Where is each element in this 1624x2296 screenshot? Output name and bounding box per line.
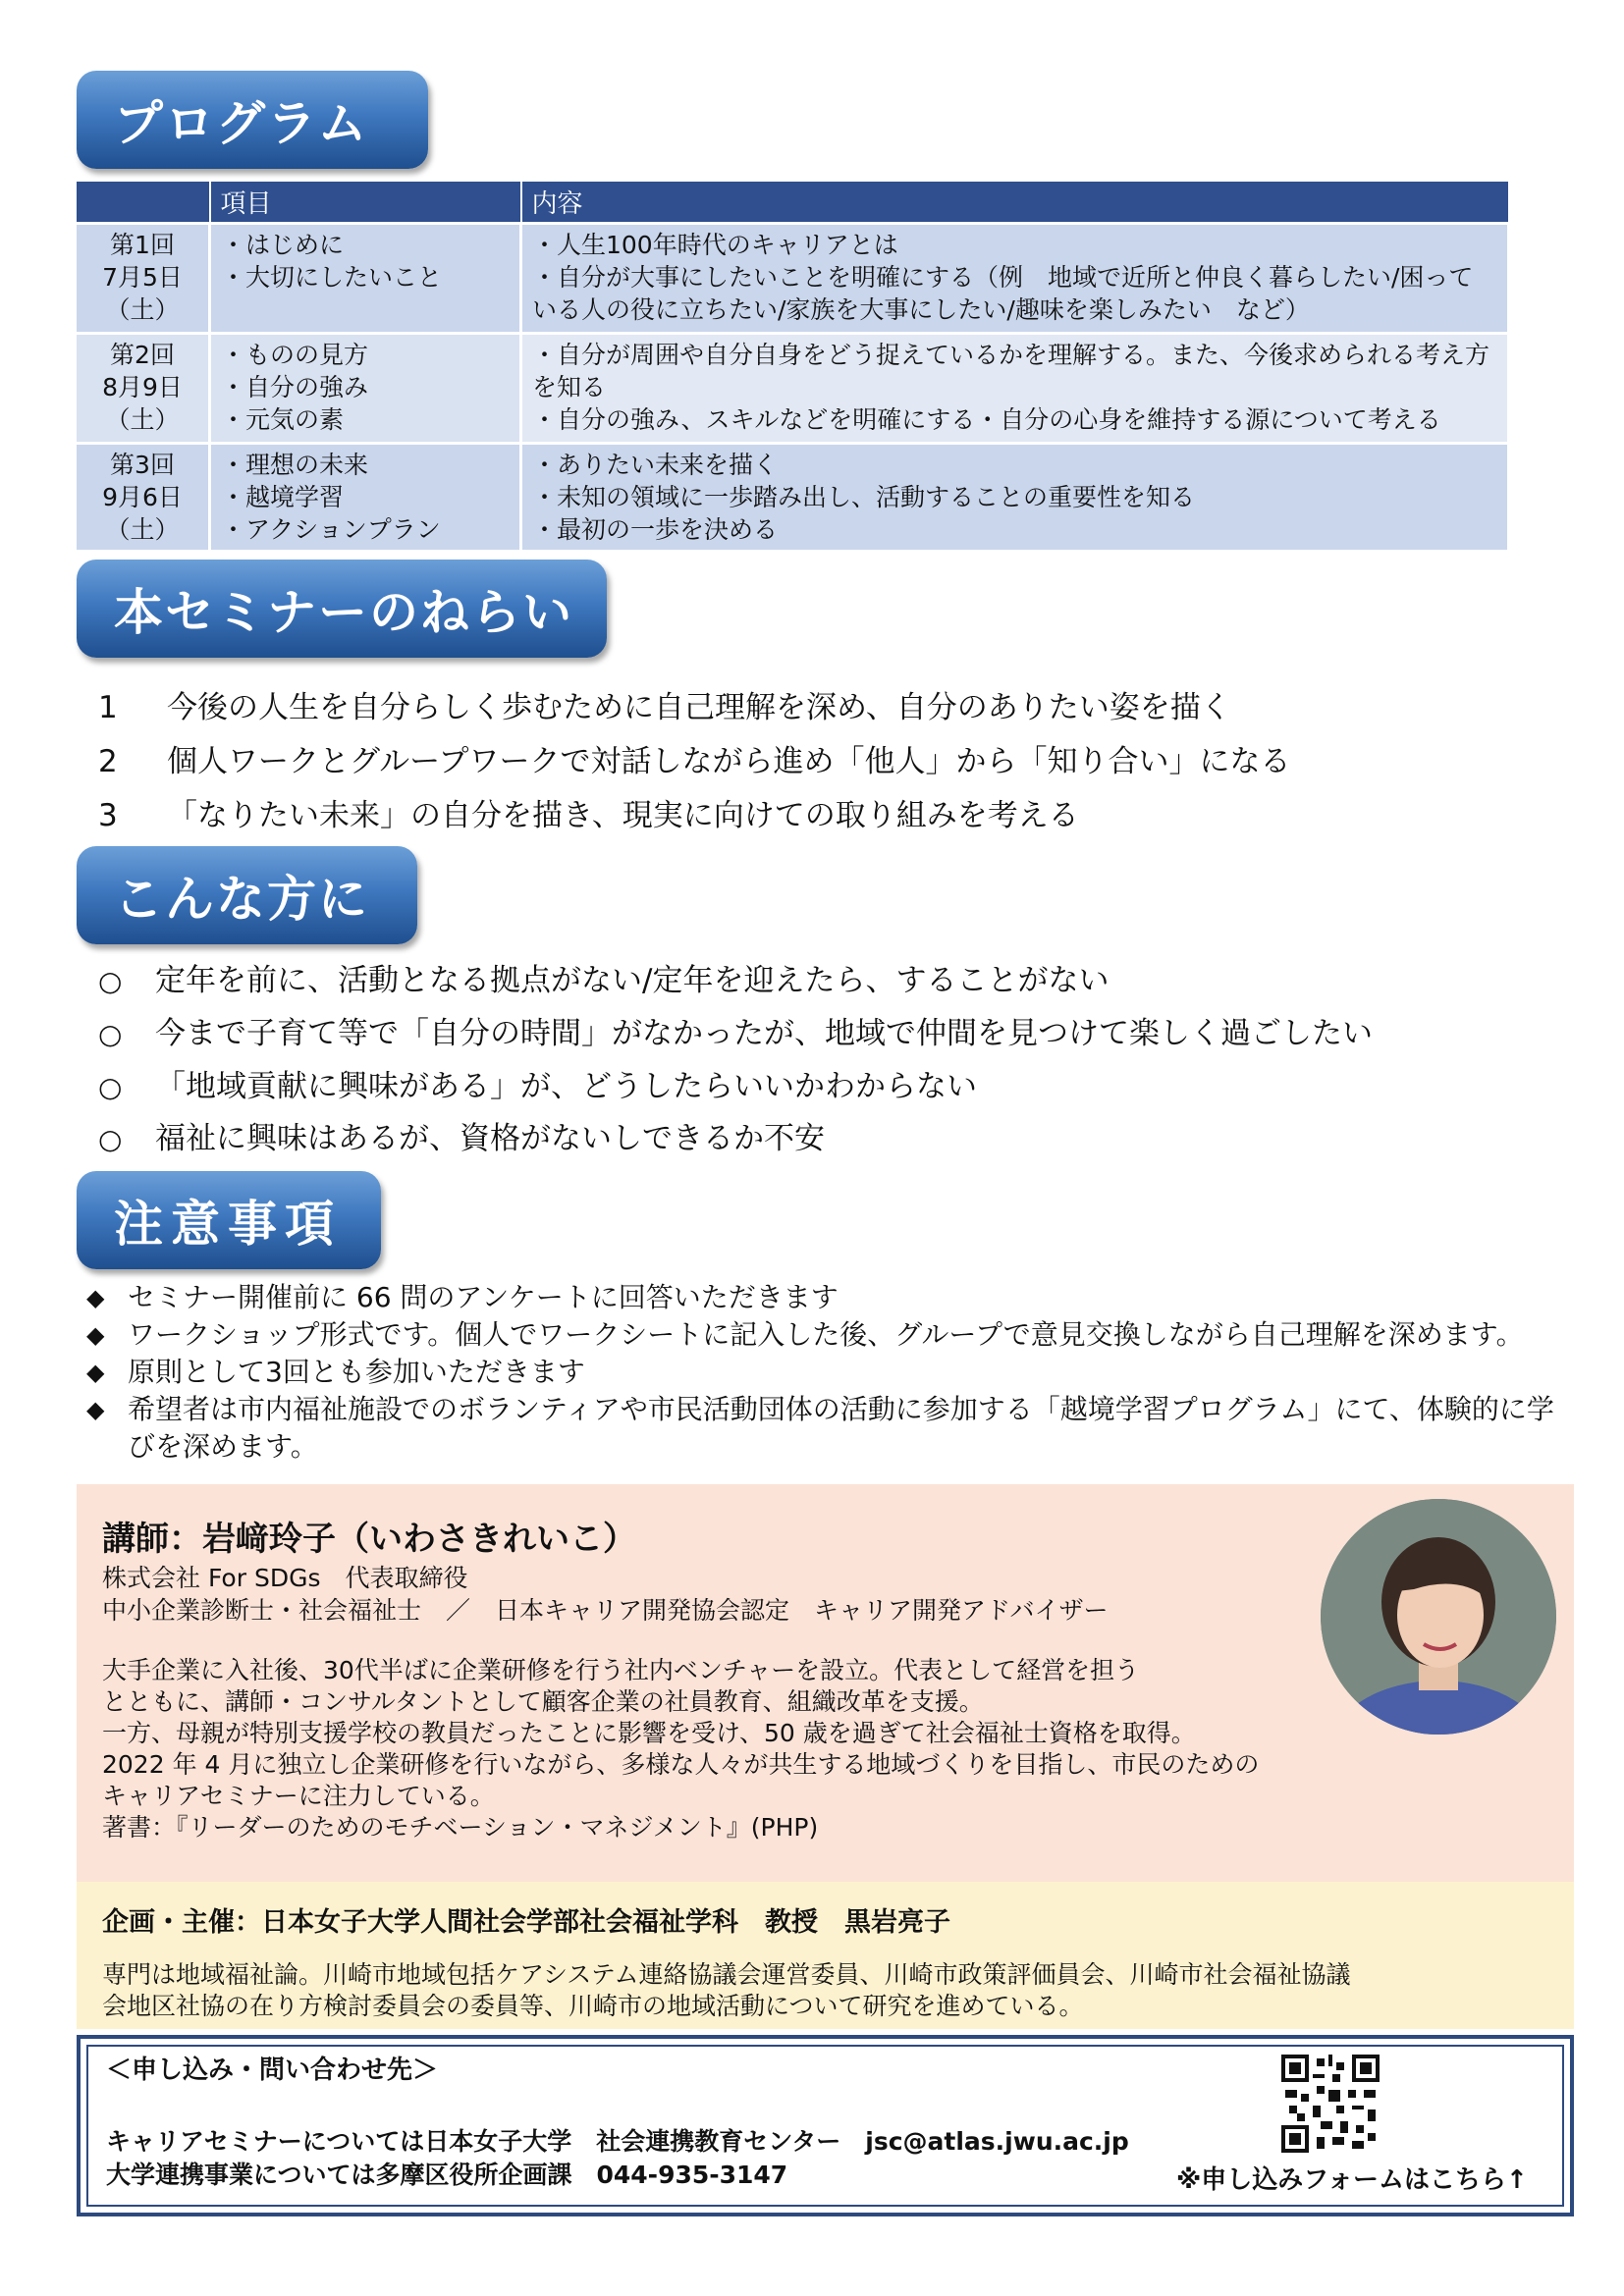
circle-icon: ○: [98, 965, 123, 997]
circle-icon: ○: [98, 1123, 123, 1155]
table-row: [77, 444, 1509, 551]
lecturer-company: 株式会社 For SDGs 代表取締役: [102, 1564, 468, 1592]
list-item: ○ 今まで子育て等で「自分の時間」がなかったが、地域で仲間を見つけて楽しく過ごしたい: [98, 1016, 1373, 1051]
contact-heading: ＜申し込み・問い合わせ先＞: [106, 2056, 439, 2085]
list-item: ◆ セミナー開催前に 66 問のアンケートに回答いただきます: [86, 1279, 1559, 1316]
column-header: 内容: [521, 182, 1509, 224]
circle-icon: ○: [98, 1018, 123, 1050]
list-item: ◆ ワークショップ形式です。個人でワークシートに記入した後、グループで意見交換しながら自己理解を深めます。: [86, 1316, 1559, 1354]
column-header: [77, 182, 210, 224]
list-item: ○ 「地域貢献に興味がある」が、どうしたらいいかわからない: [98, 1069, 977, 1104]
organizer-title: 企画・主催：日本女子大学人間社会学部社会福祉学科 教授 黒岩亮子: [102, 1907, 950, 1938]
list-item: ◆ 原則として3回とも参加いただきます: [86, 1354, 1559, 1391]
list-item: 3 「なりたい未来」の自分を描き、現実に向けての取り組みを考える: [98, 798, 1079, 833]
diamond-icon: ◆: [86, 1359, 105, 1386]
table-row: [77, 224, 1509, 334]
items-cell: ・ものの見方 ・自分の強み ・元気の素: [210, 334, 521, 444]
qr-code-icon[interactable]: [1281, 2055, 1380, 2153]
lecturer-qualifications: 中小企業診断士・社会福祉士 ／ 日本キャリア開発協会認定 キャリア開発アドバイザー: [102, 1596, 1109, 1625]
diamond-icon: ◆: [86, 1284, 105, 1311]
list-item: ◆ 希望者は市内福祉施設でのボランティアや市民活動団体の活動に参加する「越境学習プログラム」にて、体験的に学びを深めます。: [86, 1393, 1554, 1463]
lecturer-photo: [1321, 1499, 1556, 1735]
list-item: 1 今後の人生を自分らしく歩むために自己理解を深め、自分のありたい姿を描く: [98, 690, 1231, 725]
organizer-desc: 専門は地域福祉論。川崎市地域包括ケアシステム連絡協議会運営委員、川崎市政策評価員会、川崎市社会福祉協議 会地区社協の在り方検討委員会の委員等、川崎市の地域活動について研究を進めている。: [102, 1960, 1351, 2020]
list-item: 2 個人ワークとグループワークで対話しながら進め「他人」から「知り合い」になる: [98, 744, 1291, 779]
contents-cell: ・ありたい未来を描く ・未知の領域に一歩踏み出し、活動することの重要性を知る ・最初の一歩を決める: [521, 444, 1509, 551]
items-cell: ・理想の未来 ・越境学習 ・アクションプラン: [210, 444, 521, 551]
program-heading: プログラム: [77, 71, 428, 169]
portrait-image: [1321, 1499, 1556, 1735]
program-table: [77, 182, 1510, 550]
contact-line-university: 大学連携事業については多摩区役所企画課 044-935-3147: [106, 2161, 788, 2189]
diamond-icon: ◆: [86, 1396, 105, 1423]
contents-cell: ・人生100年時代のキャリアとは ・自分が大事にしたいことを明確にする（例 地域で近所と仲良く暮らしたい/困っている人の役に立ちたい/家族を大事にしたい/趣味を楽しみたい など）: [521, 224, 1509, 334]
table-row: [77, 334, 1509, 444]
table-header-row: [77, 182, 1509, 224]
list-item: ○ 定年を前に、活動となる拠点がない/定年を迎えたら、することがない: [98, 963, 1110, 998]
lecturer-title: 講師：岩﨑玲子（いわさきれいこ）: [102, 1520, 636, 1559]
qr-caption: ※申し込みフォームはこちら↑: [1176, 2165, 1528, 2195]
audience-heading: こんな方に: [77, 846, 417, 944]
session-cell: 第3回 9月6日 （土）: [77, 444, 210, 551]
notes-heading: 注意事項: [77, 1171, 381, 1269]
list-item: ○ 福祉に興味はあるが、資格がないしできるか不安: [98, 1121, 825, 1156]
column-header: 項目: [210, 182, 521, 224]
contact-line-seminar[interactable]: キャリアセミナーについては日本女子大学 社会連携教育センター jsc@atlas.jwu.ac.jp: [106, 2127, 1129, 2156]
session-cell: 第1回 7月5日 （土）: [77, 224, 210, 334]
circle-icon: ○: [98, 1071, 123, 1103]
diamond-icon: ◆: [86, 1321, 105, 1349]
session-cell: 第2回 8月9日 （土）: [77, 334, 210, 444]
lecturer-bio: 大手企業に入社後、30代半ばに企業研修を行う社内ベンチャーを設立。代表として経営を担う とともに、講師・コンサルタントとして顧客企業の社員教育、組織改革を支援。 一方、母親が特別支援学校の教員だったことに影響を受け、50 歳を過ぎて社会福祉士資格を取得。 2022 年 4 月に独立し企業研修を行いながら、多様な人々が共生する地域づくりを目指し、市民のための キャリアセミナーに注力している。 著書：『リーダーのためのモチベーション・マネジメント』(PHP): [102, 1656, 1260, 1842]
items-cell: ・はじめに ・大切にしたいこと: [210, 224, 521, 334]
aims-heading: 本セミナーのねらい: [77, 560, 607, 658]
contents-cell: ・自分が周囲や自分自身をどう捉えているかを理解する。また、今後求められる考え方を知る ・自分の強み、スキルなどを明確にする・自分の心身を維持する源について考える: [521, 334, 1509, 444]
